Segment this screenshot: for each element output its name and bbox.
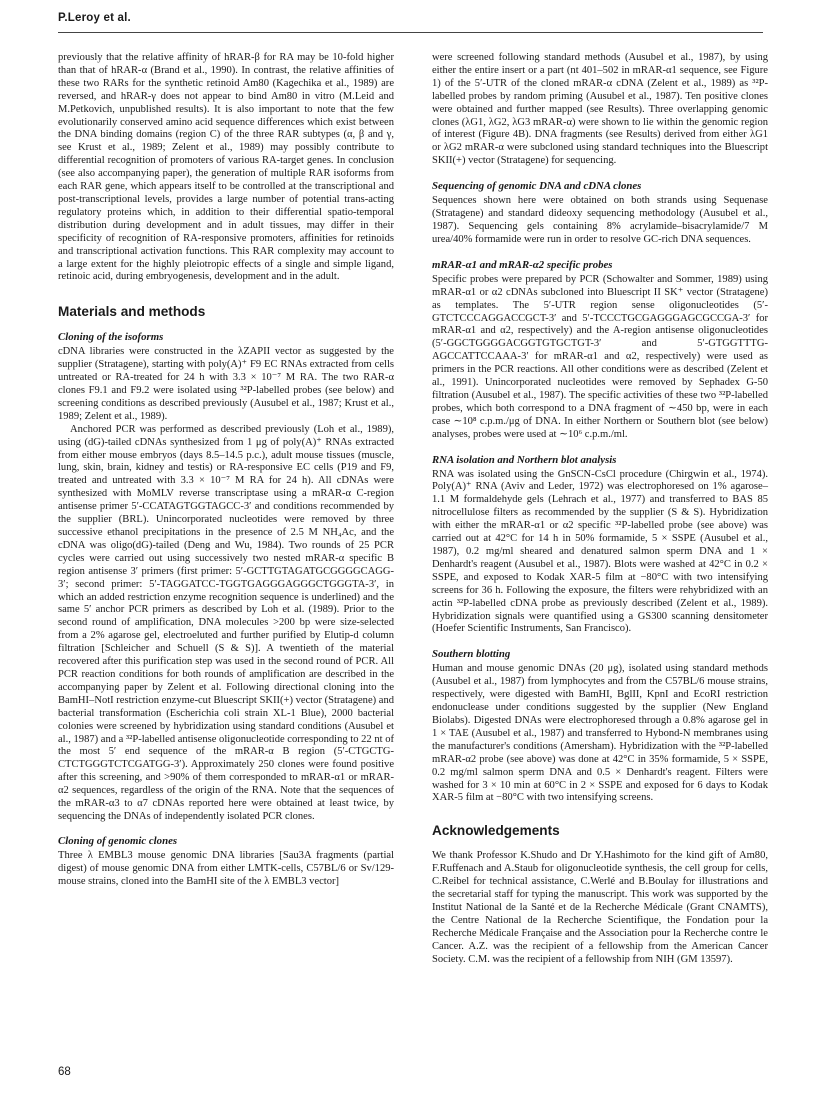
discussion-conclusion-paragraph: previously that the relative affinity of hRAR-β for RA may be 10-fold higher than that of hRAR-α (Brand et al., 1990). In contrast, the relative affinities of these two RARs for the synthetic retinoid Am80 (Kagechika et al., 1989) are reversed, and hRAR-γ does not appear to bind Am80 in vitro (M.Leid and M.Petkovich, unpublished results). It is also important to note that the few evolutionarily conserved amino acid sequence differences which exist between the DNA binding domains (region C) of the three RAR subtypes (α, β and γ, see Krust et al., 1989; Zelent et al., 1989) may possibly contribute to differential recognition of promoters of various RA-target genes. In conclusion (see also accompanying paper), the generation of multiple RAR isoforms from each RAR gene, which appears itself to be controlled at the transcriptional and post-transcriptional levels, provides a large number of potential trans-acting regulatory proteins which, in addition to their differential spatio-temporal distribution during development and in adult tissues, may differ in their specificity of recognition of RA-responsive promoters, affinities for retinoids and transcriptional activation functions. This RAR complexity may account to a large extent for the highly pleiotropic effects of a single and simple ligand, retinoic acid, during embryogenesis, development and in the adult.: [58, 52, 394, 283]
running-head: P.Leroy et al.: [58, 12, 131, 24]
specific-probes-heading: mRAR-α1 and mRAR-α2 specific probes: [432, 258, 613, 271]
left-column: [58, 52, 394, 889]
specific-probes-paragraph: Specific probes were prepared by PCR (Schowalter and Sommer, 1989) using mRAR-α1 or α2 cDNAs subcloned into Bluescript II SK⁺ vector (Stratagene) as templates. The 5′-UTR region sense oligonucleotides (5′-GTCTCCCAGGACCGCT-3′ and 5′-TCCCTGCGAGGGAGCGCCGA-3′ for mRAR-α1 and α2, respectively) and the A-region antisense oligonucleotides (5′-GGCTGGGGACGGTGTGCTGT-3′ and 5′-GTGGTTTG-AGCCATTCCAAA-3′ for mRAR-α1 and α2, respectively) were used as primers in the PCR reactions. All other conditions were as described (Zelent et al., 1991). Unincorporated nucleotides were removed by Sephadex G-50 filtration (Ausubel et al., 1987). The specific activities of these two ³²P-labelled probes, which both correspond to a DNA fragment of ∼450 bp, were in each case ∼10⁸ c.p.m./μg of DNA. In either Northern or Southern blot (see below) analyses, probes were used at ∼10⁶ c.p.m./ml.: [432, 273, 768, 440]
acknowledgements-paragraph: We thank Professor K.Shudo and Dr Y.Hashimoto for the kind gift of Am80, F.Ruffenach and A.Staub for oligonucleotide synthesis, the cell group for cells, C.Reibel for technical assistance, C.Werlé and B.Boulay for illustrations and the secretarial staff for typing the manuscript. This work was supported by the Institut National de la Santé et de la Recherche Médicale (Grant CNAMTS), the Centre National de la Recherche Scientifique, the Fondation pour la Recherche Médicale Française and the Association pour la Recherche contre le Cancer. A.Z. was the recipient of a fellowship from the American Cancer Society. C.M. was the recipient of a fellowship from NIH (GM 13597).: [432, 850, 768, 965]
cloning-genomic-paragraph: Three λ EMBL3 mouse genomic DNA libraries [Sau3A fragments (partial digest) of mouse genomic DNA from either LMTK-cells, C57BL/6 or Sv/129-mouse strains, cloned into the BamHI site of the λ EMBL3 vector]: [58, 849, 394, 887]
southern-blotting-heading: Southern blotting: [432, 648, 511, 661]
page-number: 68: [58, 1066, 71, 1078]
southern-blotting-paragraph: Human and mouse genomic DNAs (20 μg), isolated using standard methods (Ausubel et al., 1987) from lymphocytes and from the C57BL/6 mouse strains, respectively, were digested with BamHI, BglII, KpnI and EcoRI restriction endonuclease under conditions suggested by the supplier (New England Biolabs). Digested DNAs were electrophoresed through a 0.8% agarose gel in 1 × TAE (Ausubel et al., 1987) and transferred to Hybond-N membranes using the manufacturer's conditions (Amersham). Hybridization with the ³²P-labelled mRAR-α2 probe (see above) was done at 42°C in 35% formamide, 5 × SSPE, 0.2 mg/ml salmon sperm DNA and 0.5 × Denhardt's reagent. Filters were washed for 3 × 10 min at 60°C in 2 × SSPE and exposed for 6 days to Kodak XAR-5 film at −80°C with two intensifying screens.: [432, 663, 768, 804]
materials-methods-heading: Materials and methods: [58, 304, 206, 320]
rna-northern-paragraph: RNA was isolated using the GnSCN-CsCl procedure (Chirgwin et al., 1974). Poly(A)⁺ RNA (Aviv and Leder, 1972) was electrophoresed on 1% agarose–1.1 M formaldehyde gels (Lehrach et al., 1977) and transferred to BAS 85 nitrocellulose filters as recommended by the supplier (S & S). Hybridization with either the mRAR-α1 or α2 specific ³²P-labelled probe (see above) was carried out at 42°C for 14 h in 50% formamide, 5 × SSPE (Ausubel et al., 1987), 0.2 mg/ml sheared and denatured salmon sperm DNA and 1 × Denhardt's reagent (Ausubel et al., 1987). Blots were washed at 42°C in 0.2 × SSPE, and exposed to Kodak XAR-5 film at −80°C with two intensifying screens for 36 h. Following the exposure, the filters were rehybridized with an actin ³²P-labelled cDNA probe as previously described (Zelent et al., 1989). Hybridization signals were quantified using a GS300 scanning densitometer (Hoefer Scientific Instruments, San Francisco).: [432, 468, 768, 635]
cloning-isoforms-heading: Cloning of the isoforms: [58, 331, 164, 344]
cloning-genomic-heading: Cloning of genomic clones: [58, 834, 178, 847]
acknowledgements-heading: Acknowledgements: [432, 823, 560, 839]
right-column: [432, 52, 768, 966]
sequencing-paragraph: Sequences shown here were obtained on both strands using Sequenase (Stratagene) and standard dideoxy sequencing methodology (Ausubel et al., 1987). Sequencing gels containing 8% acrylamide–bisacrylamide/7 M urea/40% formamide were run in order to resolve GC-rich DNA sequences.: [432, 195, 768, 245]
cloning-isoforms-paragraph-2: Anchored PCR was performed as described previously (Loh et al., 1989), using (dG)-tailed cDNAs synthesized from 1 μg of poly(A)⁺ RNAs extracted from either mouse embryos (days 8.5–14.5 p.c.), adult mouse tissues (muscle, lung, skin, brain, kidney and testis) or RA-responsive EC cells (P19 and F9, treated and untreated with 3.3 × 10⁻⁷ M RA for 24 h). All cDNAs were synthesized with MoMLV reverse transcriptase using a mRAR-α C-region antisense primer 5′-CCATAGTGGTAGCC-3′ and conditions recommended by the supplier (BRL). Unincorporated nucleotides were removed by three successive ethanol precipitations in the presence of 2.5 M NH₄Ac, and the cDNA was oligo(dG)-tailed (Deng and Wu, 1984). Two rounds of 25 PCR cycles were carried out using successively two nested mRAR-α specific B region antisense 3′ primers (first primer: 5′-GCTTGTAGATGCGGGGCAGG-3′; second primer: 5′-TAGGATCC-TGGTGAGGGAGGGCTGGGTA-3′, in which an added restriction enzyme recognition sequence is underlined) and the same 5′ anchor PCR primers as described by Loh et al. (1989). Prior to the second round of amplification, DNA molecules >200 bp were size-selected from a 2% agarose gel, electroeluted and further purified by Elutip-d column filtration [Schleicher and Schuell (S & S)]. A twentieth of the material recovered after this purification step was used in the second round of PCR. All PCR reaction conditions for both rounds of amplification are described in the accompanying paper by Zelent et al. Following directional cloning into the BamHI–NotI restriction enzyme-cut Bluescript SKII(+) vector (Stratagene) and bacterial transformation (Escherichia coli strain XL-1 Blue), 2000 bacterial colonies were screened by hybridization using standard conditions (Ausubel et al., 1987) and a ³²P-labelled antisense oligonucleotide corresponding to 22 nt of the most 5′ end sequence of the mRAR-α B region (5′-CTGCTG-CTCTGGGTCTCGATGG-3′). Approximately 250 clones were found positive after this screening, and >90% of them corresponded to mRAR-α1 or mRAR-α2 sequences, regardless of the origin of the RNA. Note that the sequences of the mRAR-α3 to α7 cDNAs reported here were obtained at least twice, by sequencing the DNAs of independently isolated PCR clones.: [58, 423, 395, 822]
sequencing-heading: Sequencing of genomic DNA and cDNA clones: [432, 180, 642, 193]
cloning-genomic-paragraph-continued: were screened following standard methods (Ausubel et al., 1987), by using either the entire insert or a part (nt 401–502 in mRAR-α1 sequence, see Figure 1) of the 5′-UTR of the cloned mRAR-α cDNA (Zelent et al., 1989) as ³²P-labelled probes by random priming (Ausubel et al., 1987). Ten positive clones were obtained and further mapped (see Results). Three overlapping genomic clones (λG1, λG2, λG3 mRAR-α) were shown to lie within the genomic region of interest (Figure 4B). DNA fragments (see Results) derived from either λG1 or λG2 mRAR-α were subcloned using standard techniques into the Bluescript SKII(+) vector (Stratagene) for sequencing.: [432, 52, 768, 167]
header-rule: [58, 32, 763, 33]
cloning-isoforms-paragraph-1: cDNA libraries were constructed in the λZAPII vector as suggested by the supplier (Stratagene), starting with poly(A)⁺ F9 EC RNAs extracted from cells untreated or RA-treated for 24 h with 3.3 × 10⁻⁷ M RA. The two RAR-α clones F9.1 and F9.2 were isolated using ³²P-labelled probes (see below) and screening conditions as described previously (Ausubel et al., 1987; Krust et al., 1989; Zelent et al., 1989).: [58, 346, 394, 422]
rna-northern-heading: RNA isolation and Northern blot analysis: [432, 453, 617, 466]
